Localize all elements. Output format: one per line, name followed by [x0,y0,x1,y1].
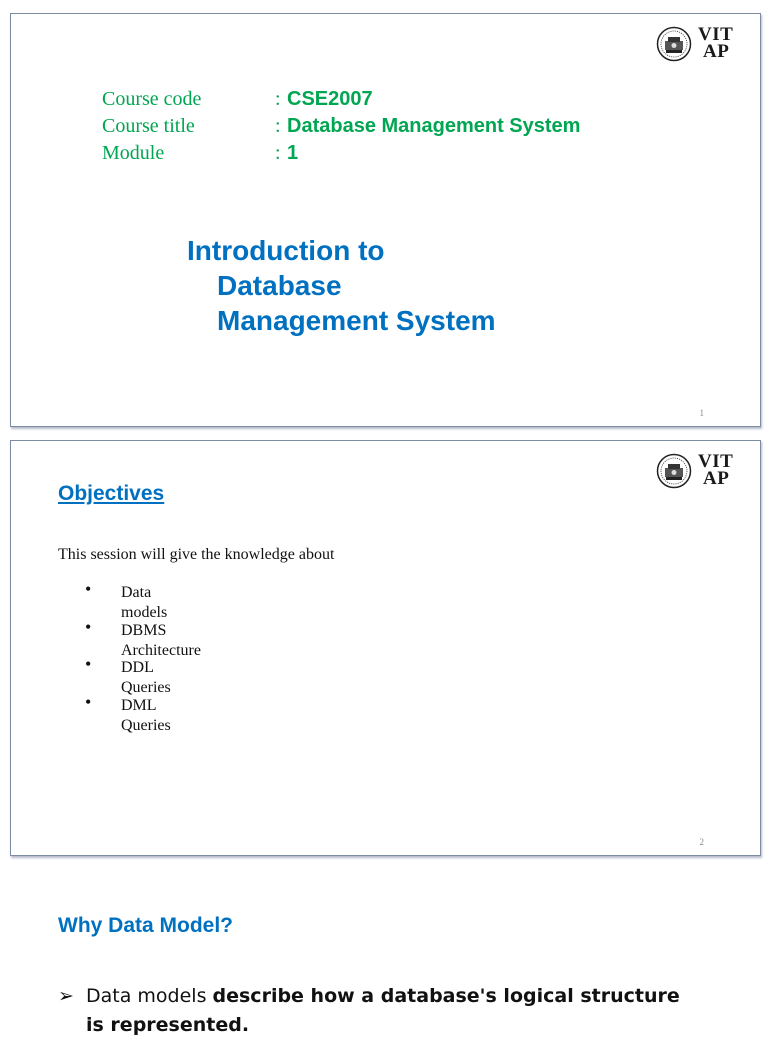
slide-number-1: 1 [699,408,704,418]
vit-ap-logo [656,24,746,64]
module-label: Module [102,142,165,164]
logo-text-vit: VIT [698,24,734,45]
slide-2 [10,440,761,856]
course-code-value: CSE2007 [287,88,373,110]
course-code-label: Course code [102,88,202,110]
objective-label: DDL Queries [121,659,171,696]
objective-label: Data models [121,584,168,621]
bullet-icon: • [85,579,92,599]
vit-emblem-icon [656,453,692,489]
why-text-plain: Data models [86,985,213,1007]
logo-text-ap: AP [703,41,730,62]
logo-text-vit: VIT [698,451,734,472]
course-title-label: Course title [102,115,195,137]
slide-1 [10,13,761,427]
vit-emblem-icon [656,26,692,62]
course-title-value: Database Management System [287,115,581,137]
slide-title-line-3: Management System [217,305,496,336]
module-colon: : [275,142,281,164]
why-data-model-heading: Why Data Model? [58,914,234,937]
course-title-colon: : [275,115,281,137]
module-value: 1 [287,142,299,164]
course-code-colon: : [275,88,281,110]
logo-text-ap: AP [703,468,730,489]
arrow-bullet-icon: ➢ [58,985,74,1007]
slide-title-line-2: Database [217,270,342,301]
session-intro-text: This session will give the knowledge about [58,546,335,563]
objectives-heading: Objectives [58,482,165,505]
why-text-bold: describe how a database's logical structure [212,985,680,1007]
objective-label: DBMS Architecture [121,621,201,659]
why-text-continuation: is represented. [86,1014,250,1036]
slide-number-2: 2 [699,837,704,847]
vit-ap-logo [656,451,746,491]
objective-label: DML Queries [121,696,171,734]
bullet-icon: • [85,654,92,674]
bullet-icon: • [85,691,92,712]
bullet-icon: • [85,616,92,637]
why-bullet-line [58,981,680,1011]
slide-title-line-1: Introduction to [187,235,385,266]
slide-title [187,233,496,338]
